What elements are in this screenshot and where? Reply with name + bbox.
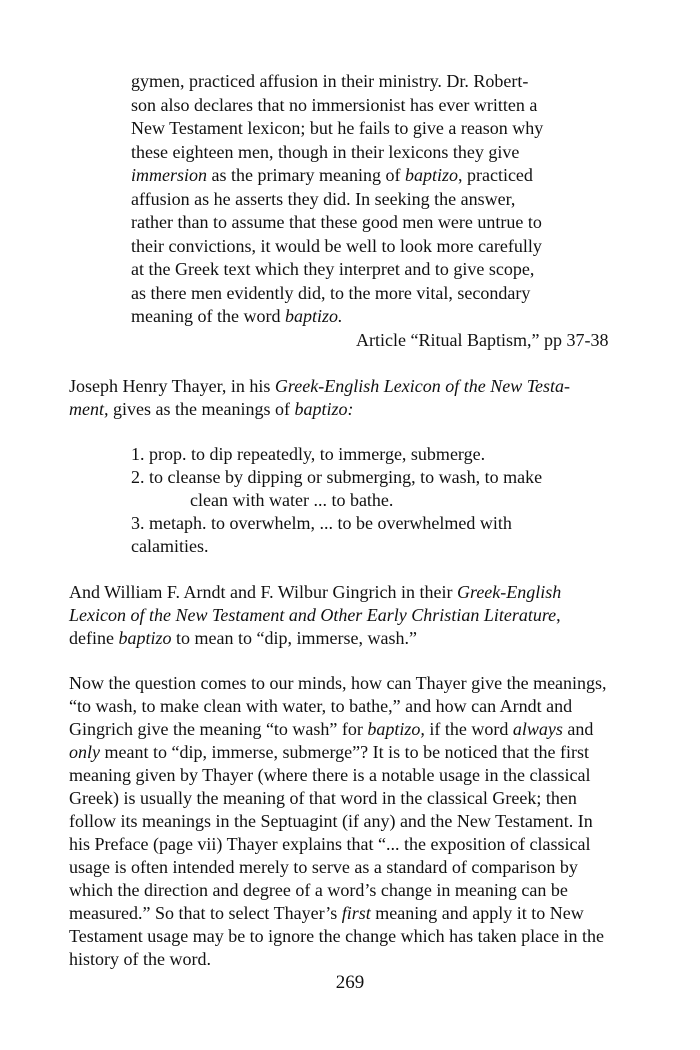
text-run: 1. prop. to dip repeatedly, to immerge, submerge. — [131, 444, 486, 464]
text-run: , — [556, 605, 561, 625]
text-run: define — [69, 628, 119, 648]
text-line — [69, 741, 589, 763]
italic-text: always — [512, 719, 563, 739]
text-line — [69, 948, 211, 970]
italic-text: ment, — [69, 399, 109, 419]
text-run: if the word — [424, 719, 513, 739]
text-run: son also declares that no immersionist has ever written a — [131, 95, 538, 115]
text-run: , practiced — [457, 165, 533, 185]
text-line — [131, 70, 528, 92]
text-run: Testament usage may be to ignore the change which has taken place in the — [69, 926, 605, 946]
text-line — [69, 672, 607, 694]
italic-text: Greek-English Lexicon of the New Testa- — [274, 376, 571, 396]
text-line — [69, 810, 593, 832]
list-item-continuation — [190, 489, 393, 511]
text-line — [131, 94, 537, 116]
text-run: Joseph Henry Thayer, in his — [69, 376, 275, 396]
italic-text: immersion — [131, 165, 207, 185]
italic-text: baptizo, — [367, 719, 425, 739]
italic-text: baptizo — [118, 628, 172, 648]
text-line — [69, 902, 584, 924]
list-item — [131, 512, 512, 534]
text-line — [131, 164, 533, 186]
text-line — [69, 833, 591, 855]
italic-text: first — [341, 903, 371, 923]
text-run: which the direction and degree of a word’s change in meaning can be — [69, 880, 568, 900]
text-run: clean with water ... to bathe. — [190, 490, 394, 510]
text-run: Gingrich give the meaning “to wash” for — [69, 719, 368, 739]
text-run: and — [562, 719, 594, 739]
text-line — [131, 258, 534, 280]
list-item — [131, 443, 485, 465]
text-line — [69, 604, 561, 626]
italic-text: Lexicon of the New Testament and Other Early Christian Literature — [69, 605, 557, 625]
text-line — [69, 764, 590, 786]
text-run: rather than to assume that these good men were untrue to — [131, 212, 542, 232]
text-run: their convictions, it would be well to look more carefully — [131, 236, 542, 256]
text-line — [69, 787, 577, 809]
italic-text: only — [69, 742, 100, 762]
text-line — [69, 398, 353, 420]
text-line — [131, 141, 519, 163]
page-number: 269 — [335, 972, 365, 993]
text-run: And William F. Arndt and F. Wilbur Gingrich in their — [69, 582, 457, 602]
text-line — [131, 235, 542, 257]
italic-text: baptizo: — [294, 399, 354, 419]
text-run: “to wash, to make clean with water, to bathe,” and how can Arndt and — [69, 696, 573, 716]
text-run: 3. metaph. to overwhelm, ... to be overwhelmed with — [131, 513, 512, 533]
text-run: meant to “dip, immerse, submerge”? It is to be noticed that the first — [100, 742, 590, 762]
italic-text: baptizo — [404, 165, 458, 185]
text-line — [69, 695, 572, 717]
text-run: meaning of the word — [131, 306, 285, 326]
text-line — [69, 718, 593, 740]
text-run: 2. to cleanse by dipping or submerging, to wash, to make — [131, 467, 543, 487]
text-line — [131, 305, 342, 327]
text-line — [69, 627, 417, 649]
list-item — [131, 466, 542, 488]
text-run: history of the word. — [69, 949, 211, 969]
text-line — [69, 879, 568, 901]
text-line — [69, 856, 578, 878]
text-line — [69, 375, 570, 397]
text-run: measured.” So that to select Thayer’s — [69, 903, 342, 923]
quote-attribution: Article “Ritual Baptism,” pp 37-38 — [356, 330, 609, 350]
text-run: gymen, practiced affusion in their ministry. Dr. Robert- — [131, 71, 529, 91]
text-run: affusion as he asserts they did. In seeking the answer, — [131, 189, 516, 209]
text-run: his Preface (page vii) Thayer explains that “... the exposition of classical — [69, 834, 591, 854]
text-run: follow its meanings in the Septuagint (if any) and the New Testament. In — [69, 811, 593, 831]
text-run: as there men evidently did, to the more vital, secondary — [131, 283, 531, 303]
italic-text: Greek-English — [456, 582, 562, 602]
text-run: New Testament lexicon; but he fails to give a reason why — [131, 118, 544, 138]
text-run: Greek) is usually the meaning of that word in the classical Greek; then — [69, 788, 577, 808]
text-line — [69, 581, 561, 603]
italic-text: baptizo. — [284, 306, 343, 326]
text-run: meaning and apply it to New — [370, 903, 584, 923]
list-item-continuation — [131, 535, 208, 557]
text-run: as the primary meaning of — [207, 165, 405, 185]
text-line — [69, 925, 604, 947]
text-run: meaning given by Thayer (where there is a notable usage in the classical — [69, 765, 591, 785]
text-run: these eighteen men, though in their lexicons they give — [131, 142, 520, 162]
text-run: calamities. — [131, 536, 209, 556]
text-line — [131, 211, 542, 233]
text-run: to mean to “dip, immerse, wash.” — [171, 628, 417, 648]
text-run: gives as the meanings of — [108, 399, 295, 419]
text-line — [131, 188, 515, 210]
text-line — [131, 117, 543, 139]
text-line — [131, 282, 530, 304]
text-run: at the Greek text which they interpret and to give scope, — [131, 259, 535, 279]
text-run: Now the question comes to our minds, how can Thayer give the meanings, — [69, 673, 607, 693]
text-run: usage is often intended merely to serve as a standard of comparison by — [69, 857, 578, 877]
